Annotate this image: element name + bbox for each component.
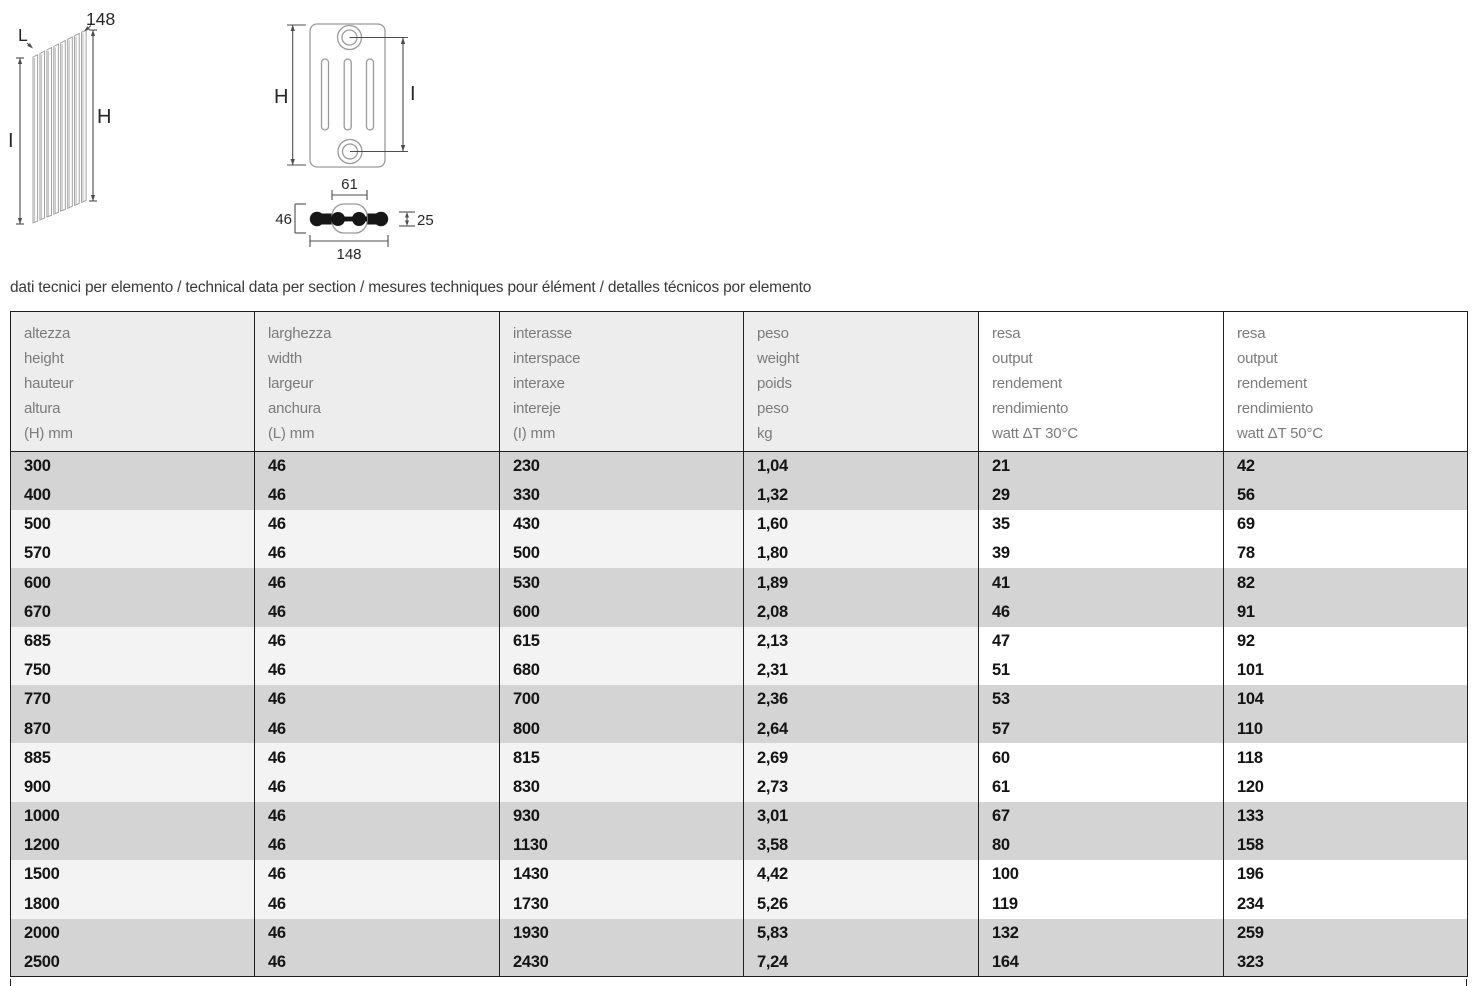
cell-output-50: 104 (1224, 685, 1468, 714)
cell-height: 300 (11, 452, 255, 481)
cell-output-50: 118 (1224, 743, 1468, 772)
cell-interspace: 815 (500, 743, 744, 772)
column-header-weight (744, 312, 979, 452)
table-row-h1500 (11, 860, 1468, 889)
cell-weight: 1,89 (744, 568, 979, 597)
cell-output-30: 53 (979, 685, 1224, 714)
cell-interspace: 600 (500, 597, 744, 626)
cell-width: 46 (255, 831, 500, 860)
header-line: peso (757, 400, 789, 417)
cell-output-50: 158 (1224, 831, 1468, 860)
cell-weight: 3,01 (744, 802, 979, 831)
cell-output-50: 56 (1224, 481, 1468, 510)
cell-output-30: 46 (979, 597, 1224, 626)
cell-height: 1000 (11, 802, 255, 831)
header-line: largeur (268, 375, 314, 392)
cell-width: 46 (255, 452, 500, 481)
header-line: anchura (268, 400, 321, 417)
cell-interspace: 330 (500, 481, 744, 510)
cell-output-30: 60 (979, 743, 1224, 772)
cell-weight: 1,80 (744, 539, 979, 568)
cell-height: 685 (11, 627, 255, 656)
radiator-cross-section (310, 204, 388, 233)
cell-height: 2000 (11, 919, 255, 948)
cell-output-50: 133 (1224, 802, 1468, 831)
cell-output-50: 78 (1224, 539, 1468, 568)
cell-output-50: 259 (1224, 919, 1468, 948)
side-view-interspace-label: I (8, 130, 14, 152)
section-hub-width-label: 61 (341, 176, 358, 193)
cell-height: 500 (11, 510, 255, 539)
cell-width: 46 (255, 656, 500, 685)
table-row-h885 (11, 743, 1468, 772)
cell-output-30: 132 (979, 919, 1224, 948)
cell-output-50: 82 (1224, 568, 1468, 597)
side-view-total-width-label: 148 (86, 9, 116, 29)
cell-interspace: 680 (500, 656, 744, 685)
header-line: height (24, 350, 64, 367)
cell-output-30: 29 (979, 481, 1224, 510)
cell-width: 46 (255, 568, 500, 597)
table-header-row (11, 312, 1468, 452)
table-row-h1000 (11, 802, 1468, 831)
table-row-h2000 (11, 919, 1468, 948)
cell-interspace: 530 (500, 568, 744, 597)
cell-weight: 3,58 (744, 831, 979, 860)
cell-output-50: 69 (1224, 510, 1468, 539)
header-line: rendement (992, 375, 1062, 392)
cell-weight: 2,64 (744, 714, 979, 743)
cell-output-30: 119 (979, 889, 1224, 918)
header-unit: kg (757, 425, 773, 442)
header-line: width (268, 350, 303, 367)
header-line: larghezza (268, 325, 332, 342)
cell-weight: 4,42 (744, 860, 979, 889)
cell-output-30: 47 (979, 627, 1224, 656)
cell-output-30: 164 (979, 948, 1224, 977)
cell-output-50: 42 (1224, 452, 1468, 481)
header-line: interasse (513, 325, 573, 342)
table-row-h1800 (11, 889, 1468, 918)
cell-width: 46 (255, 948, 500, 977)
cell-weight: 2,31 (744, 656, 979, 685)
cell-height: 750 (11, 656, 255, 685)
cell-interspace: 1430 (500, 860, 744, 889)
cell-width: 46 (255, 860, 500, 889)
front-view-interspace-label: I (410, 83, 416, 105)
cell-weight: 1,60 (744, 510, 979, 539)
header-line: interaxe (513, 375, 565, 392)
column-header-output-50 (1224, 312, 1468, 452)
header-line: poids (757, 375, 792, 392)
table-row-h570 (11, 539, 1468, 568)
cell-width: 46 (255, 889, 500, 918)
cell-interspace: 430 (500, 510, 744, 539)
cell-interspace: 2430 (500, 948, 744, 977)
cell-output-30: 80 (979, 831, 1224, 860)
cell-weight: 7,24 (744, 948, 979, 977)
front-view-height-label: H (274, 86, 289, 108)
cell-output-50: 234 (1224, 889, 1468, 918)
cell-height: 770 (11, 685, 255, 714)
cell-interspace: 1730 (500, 889, 744, 918)
header-line: output (992, 350, 1033, 367)
header-line: output (1237, 350, 1278, 367)
cell-width: 46 (255, 685, 500, 714)
cell-weight: 5,83 (744, 919, 979, 948)
column-header-output-30 (979, 312, 1224, 452)
radiator-slats (33, 30, 86, 223)
cell-width: 46 (255, 539, 500, 568)
header-unit: (L) mm (268, 425, 315, 442)
cell-interspace: 500 (500, 539, 744, 568)
cell-weight: 2,69 (744, 743, 979, 772)
side-view-height-label: H (97, 106, 112, 128)
technical-data-table (10, 311, 1468, 977)
table-body (11, 452, 1468, 977)
table-caption: dati tecnici per elemento / technical data per section / mesures techniques pour élément / detalles técnicos por elemento (10, 279, 812, 296)
cell-output-50: 92 (1224, 627, 1468, 656)
cell-output-30: 39 (979, 539, 1224, 568)
cell-interspace: 1930 (500, 919, 744, 948)
cell-output-30: 67 (979, 802, 1224, 831)
cell-width: 46 (255, 510, 500, 539)
cell-width: 46 (255, 481, 500, 510)
header-line: peso (757, 325, 789, 342)
column-header-height (11, 312, 255, 452)
cell-output-30: 35 (979, 510, 1224, 539)
header-unit: watt ΔT 50°C (1237, 425, 1323, 442)
cell-output-50: 196 (1224, 860, 1468, 889)
cell-height: 600 (11, 568, 255, 597)
table-row-h900 (11, 773, 1468, 802)
cell-output-30: 57 (979, 714, 1224, 743)
column-header-interspace (500, 312, 744, 452)
header-line: resa (1237, 325, 1266, 342)
cell-weight: 2,73 (744, 773, 979, 802)
section-depth-label: 46 (275, 211, 292, 228)
cell-output-30: 100 (979, 860, 1224, 889)
side-view-interspace-dimension (16, 58, 24, 224)
side-view-depth-label: L (18, 25, 28, 45)
header-unit: watt ΔT 30°C (992, 425, 1078, 442)
cell-weight: 2,08 (744, 597, 979, 626)
radiator-front-view (310, 24, 385, 167)
section-thickness-dimension (399, 212, 415, 226)
header-line: altura (24, 400, 61, 417)
header-line: altezza (24, 325, 71, 342)
cell-height: 1800 (11, 889, 255, 918)
cell-output-30: 51 (979, 656, 1224, 685)
cell-width: 46 (255, 597, 500, 626)
cell-weight: 2,36 (744, 685, 979, 714)
cell-output-30: 41 (979, 568, 1224, 597)
cell-height: 885 (11, 743, 255, 772)
cell-interspace: 615 (500, 627, 744, 656)
table-row-h770 (11, 685, 1468, 714)
header-unit: (H) mm (24, 425, 73, 442)
cell-width: 46 (255, 919, 500, 948)
cell-weight: 2,13 (744, 627, 979, 656)
section-thickness-label: 25 (417, 212, 434, 229)
header-line: resa (992, 325, 1021, 342)
cell-interspace: 1130 (500, 831, 744, 860)
table-continuation-sliver (10, 979, 1467, 986)
header-line: interspace (513, 350, 581, 367)
side-view-depth-leader (27, 43, 33, 49)
header-line: weight (757, 350, 800, 367)
cell-width: 46 (255, 714, 500, 743)
cell-interspace: 700 (500, 685, 744, 714)
header-line: rendement (1237, 375, 1307, 392)
section-depth-dimension (295, 204, 306, 233)
header-line: hauteur (24, 375, 74, 392)
cell-height: 2500 (11, 948, 255, 977)
cell-interspace: 930 (500, 802, 744, 831)
section-total-width-label: 148 (336, 246, 362, 263)
cell-output-30: 61 (979, 773, 1224, 802)
table-row-h870 (11, 714, 1468, 743)
cell-output-50: 323 (1224, 948, 1468, 977)
cell-width: 46 (255, 743, 500, 772)
cell-height: 670 (11, 597, 255, 626)
table-row-h500 (11, 510, 1468, 539)
radiator-front-and-section-diagram (262, 8, 447, 273)
table-row-h600 (11, 568, 1468, 597)
cell-height: 1200 (11, 831, 255, 860)
cell-weight: 5,26 (744, 889, 979, 918)
cell-output-50: 91 (1224, 597, 1468, 626)
header-line: rendimiento (1237, 400, 1314, 417)
cell-weight: 1,04 (744, 452, 979, 481)
cell-output-50: 101 (1224, 656, 1468, 685)
cell-interspace: 230 (500, 452, 744, 481)
cell-height: 900 (11, 773, 255, 802)
cell-width: 46 (255, 627, 500, 656)
table-header (11, 312, 1468, 452)
table-row-h1200 (11, 831, 1468, 860)
column-header-width (255, 312, 500, 452)
header-line: intereje (513, 400, 561, 417)
cell-output-50: 110 (1224, 714, 1468, 743)
table-row-h300 (11, 452, 1468, 481)
cell-height: 870 (11, 714, 255, 743)
cell-height: 1500 (11, 860, 255, 889)
cell-width: 46 (255, 773, 500, 802)
table-row-h750 (11, 656, 1468, 685)
cell-output-50: 120 (1224, 773, 1468, 802)
header-unit: (I) mm (513, 425, 556, 442)
cell-width: 46 (255, 802, 500, 831)
cell-weight: 1,32 (744, 481, 979, 510)
header-line: rendimiento (992, 400, 1069, 417)
table-row-h685 (11, 627, 1468, 656)
cell-height: 400 (11, 481, 255, 510)
cell-interspace: 830 (500, 773, 744, 802)
table-row-h2500 (11, 948, 1468, 977)
cell-interspace: 800 (500, 714, 744, 743)
table-row-h670 (11, 597, 1468, 626)
radiator-side-view-diagram (0, 0, 150, 245)
front-view-height-dimension (287, 25, 306, 165)
table-row-h400 (11, 481, 1468, 510)
side-view-height-dimension (89, 30, 97, 201)
cell-height: 570 (11, 539, 255, 568)
cell-output-30: 21 (979, 452, 1224, 481)
